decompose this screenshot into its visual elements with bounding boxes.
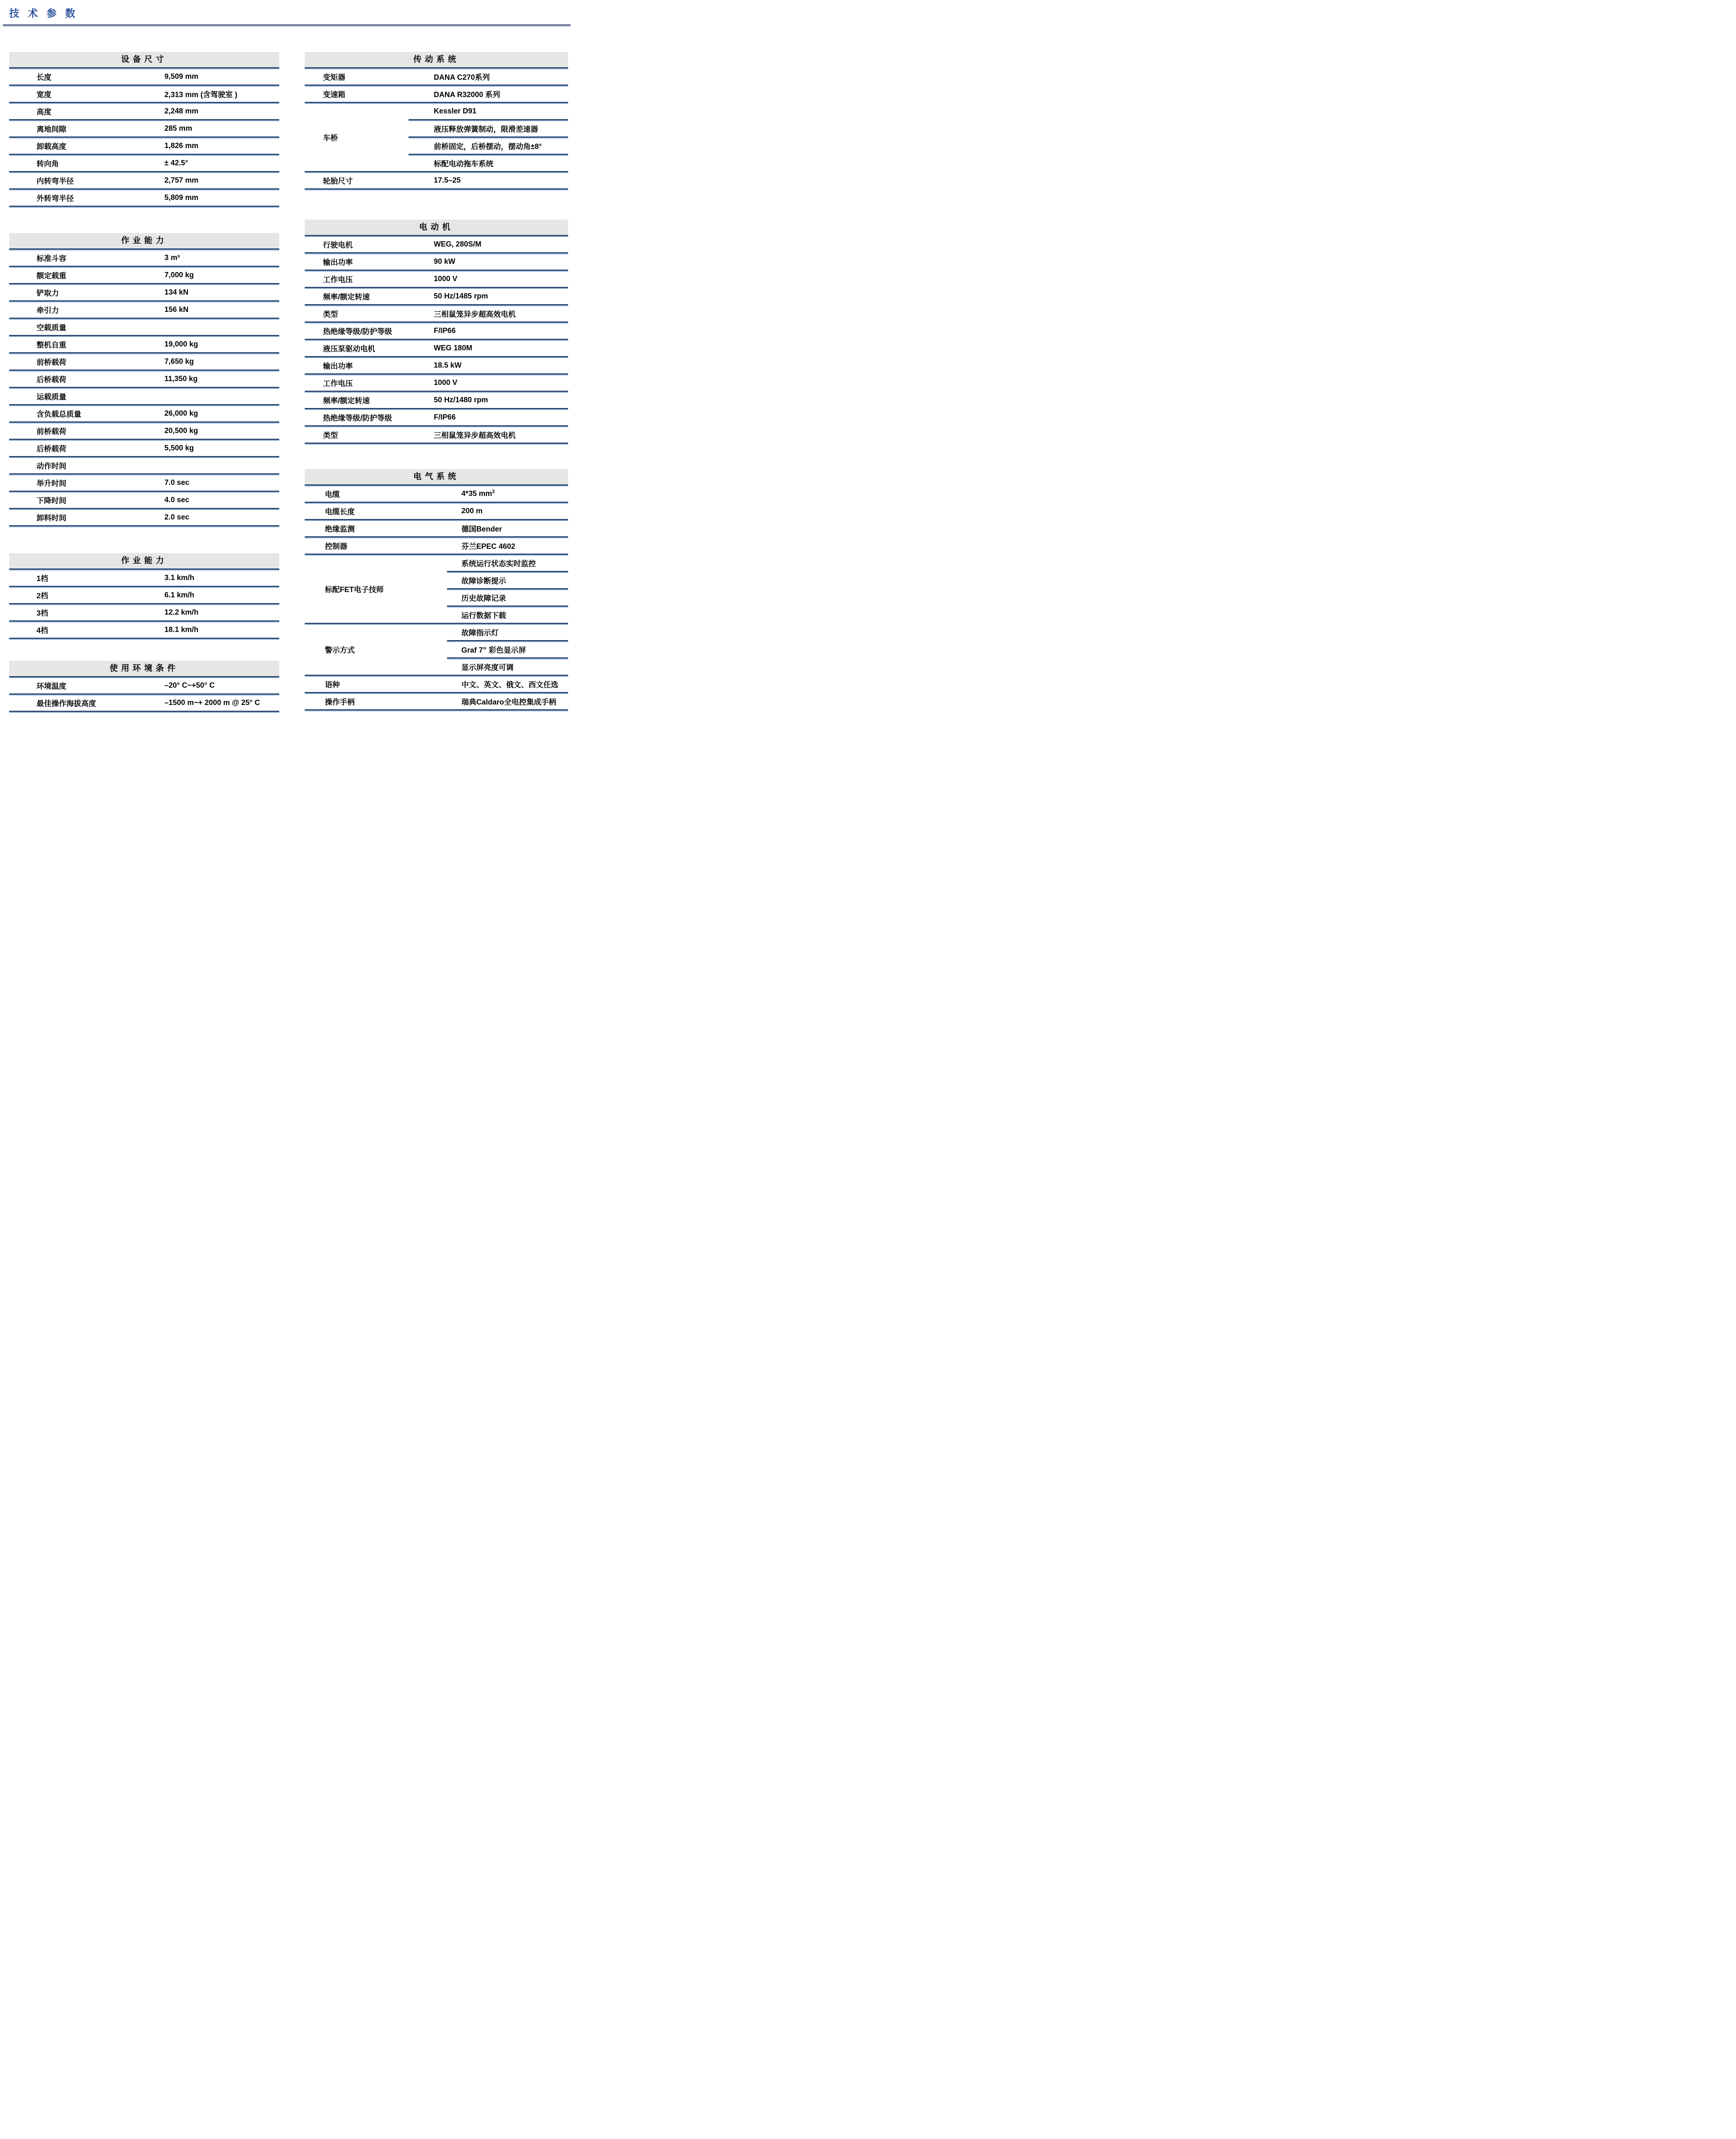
row-label: 长度 (37, 74, 52, 82)
row-label: 警示方式 (325, 646, 355, 655)
row-label: 运载质量 (37, 393, 67, 401)
row-label: 牵引力 (37, 307, 59, 315)
row-label: 1档 (37, 575, 49, 583)
sub-row-value: 标配电动拖车系统 (434, 160, 494, 168)
row-label: 前桥载荷 (37, 428, 67, 436)
table-row (9, 622, 279, 638)
row-value: 50 Hz/1480 rpm (434, 396, 488, 404)
row-label: 标配FET电子技师 (325, 586, 384, 594)
spec-table-motor (305, 220, 568, 445)
table-row (9, 190, 279, 206)
table-row-group (305, 556, 568, 623)
table-row (305, 323, 568, 339)
row-label: 铲取力 (37, 289, 59, 297)
table-row (9, 678, 279, 693)
row-label: 频率/额定转速 (323, 397, 370, 405)
sub-row-value: 历史故障记录 (461, 594, 506, 603)
row-label: 类型 (323, 310, 338, 319)
row-label: 轮胎尺寸 (323, 177, 353, 185)
table-row (305, 237, 568, 252)
row-label: 变矩器 (323, 74, 346, 82)
table-row (305, 538, 568, 554)
row-value: 156 kN (164, 306, 189, 314)
row-label: 最佳操作海拔高度 (37, 700, 97, 708)
row-value: 285 mm (164, 124, 192, 133)
table-row (9, 389, 279, 404)
row-divider (305, 709, 568, 711)
sub-row-value: 运行数据下载 (461, 612, 506, 620)
row-value: –20° C~+50° C (164, 681, 215, 690)
row-value: 19,000 kg (164, 340, 198, 348)
row-label: 频率/额定转速 (323, 293, 370, 301)
row-label: 高度 (37, 108, 52, 116)
row-value: 26,000 kg (164, 409, 198, 418)
table-row (9, 320, 279, 335)
sub-row-value: 前桥固定，后桥摆动，摆动角±8° (434, 143, 542, 151)
row-label: 离地间隙 (37, 125, 67, 134)
row-label: 空载质量 (37, 324, 67, 332)
table-row (9, 138, 279, 154)
row-label: 环境温度 (37, 682, 67, 691)
sub-row-value: 故障指示灯 (461, 629, 499, 637)
row-value: 1,826 mm (164, 142, 198, 150)
row-label: 前桥载荷 (37, 359, 67, 367)
sub-row-value: 液压释放弹簧制动，限滑差速器 (434, 125, 538, 134)
table-row (9, 588, 279, 603)
section-header: 作业能力 (9, 553, 279, 569)
table-row (9, 173, 279, 188)
row-label: 3档 (37, 609, 49, 618)
row-value: 瑞典Caldaro全电控集成手柄 (461, 698, 557, 706)
section-header: 传动系统 (305, 52, 568, 67)
row-value: 5,500 kg (164, 444, 194, 452)
row-value: 芬兰EPEC 4602 (461, 543, 516, 551)
table-row (9, 337, 279, 352)
row-label: 后桥载荷 (37, 445, 67, 453)
row-label: 绝缘监测 (325, 525, 355, 533)
table-row (9, 510, 279, 525)
row-divider (305, 443, 568, 445)
table-row (9, 406, 279, 421)
row-value: F/IP66 (434, 327, 456, 335)
row-value: 4.0 sec (164, 496, 189, 504)
row-value: 三相鼠笼异步超高效电机 (434, 432, 516, 440)
section-header: 作业能力 (9, 233, 279, 248)
row-value: –1500 m~+ 2000 m @ 25° C (164, 699, 260, 707)
row-value: WEG, 280S/M (434, 240, 482, 248)
row-label: 电缆 (325, 491, 340, 499)
row-label: 4档 (37, 627, 49, 635)
section-header: 电气系统 (305, 469, 568, 484)
row-divider (9, 711, 279, 713)
row-value: 7.0 sec (164, 479, 189, 487)
row-value: 三相鼠笼异步超高效电机 (434, 310, 516, 319)
row-value: 7,000 kg (164, 271, 194, 279)
table-row (9, 104, 279, 119)
row-label: 外转弯半径 (37, 195, 74, 203)
row-label: 卸载高度 (37, 143, 67, 151)
row-value: 17.5–25 (434, 176, 461, 185)
row-label: 操作手柄 (325, 698, 355, 706)
row-value: 6.1 km/h (164, 591, 195, 599)
row-label: 电缆长度 (325, 508, 355, 516)
row-value: 3.1 km/h (164, 574, 195, 582)
table-row (9, 423, 279, 439)
row-value: 1000 V (434, 379, 458, 387)
row-label: 工作电压 (323, 380, 353, 388)
row-value: 2,757 mm (164, 176, 198, 185)
table-row (305, 306, 568, 321)
table-row (305, 504, 568, 519)
table-row (305, 69, 568, 85)
table-row (305, 254, 568, 270)
row-value: 90 kW (434, 258, 456, 266)
row-label: 热绝缘等级/防护等级 (323, 328, 392, 336)
row-label: 类型 (323, 432, 338, 440)
row-label: 热绝缘等级/防护等级 (323, 414, 392, 422)
row-value: F/IP66 (434, 413, 456, 421)
row-value: 18.1 km/h (164, 626, 198, 634)
spec-table-dimensions (9, 52, 279, 208)
sub-rows (409, 104, 568, 171)
row-divider (9, 206, 279, 208)
table-row-group (305, 104, 568, 171)
table-row (305, 694, 568, 709)
row-value: DANA R32000 系列 (434, 91, 500, 99)
row-label: 2档 (37, 592, 49, 600)
table-row (9, 493, 279, 508)
table-row (305, 87, 568, 102)
row-label: 含负载总质量 (37, 410, 82, 419)
row-value: 7,650 kg (164, 358, 194, 366)
row-value: 4*35 $mm^2$ (461, 489, 495, 498)
row-value: 5,809 mm (164, 194, 198, 202)
sub-rows (447, 556, 568, 623)
row-label: 变速箱 (323, 91, 346, 99)
table-row (9, 121, 279, 136)
table-row (305, 375, 568, 391)
row-value: DANA C270系列 (434, 74, 490, 82)
table-row (305, 289, 568, 304)
row-value: 20,500 kg (164, 427, 198, 435)
sub-row-value: 故障诊断提示 (461, 577, 506, 585)
row-label: 行驶电机 (323, 241, 353, 249)
row-value: 200 m (461, 507, 483, 515)
row-value: WEG 180M (434, 344, 472, 352)
title-rule (3, 25, 570, 27)
row-label: 额定载重 (37, 272, 67, 280)
row-value: 德国Bender (461, 525, 502, 533)
sub-row-value: Kessler D91 (434, 107, 477, 115)
table-row (305, 393, 568, 408)
row-label: 控制器 (325, 543, 347, 551)
sub-rows (447, 625, 568, 675)
row-value: 134 kN (164, 288, 189, 297)
table-row (305, 358, 568, 373)
row-divider (9, 525, 279, 527)
spec-table-electrical (305, 469, 568, 711)
section-header: 电动机 (305, 220, 568, 235)
row-label: 车桥 (323, 134, 338, 142)
row-label: 工作电压 (323, 276, 353, 284)
row-divider (305, 188, 568, 190)
row-label: 动作时间 (37, 462, 67, 470)
spec-sheet-page (0, 0, 579, 713)
row-label: 整机自重 (37, 341, 67, 349)
table-row (9, 475, 279, 491)
row-label: 下降时间 (37, 497, 67, 505)
table-row (9, 250, 279, 266)
table-row (9, 87, 279, 102)
table-row (305, 272, 568, 287)
table-row (9, 570, 279, 586)
row-value: 50 Hz/1485 rpm (434, 292, 488, 300)
row-divider (9, 638, 279, 640)
row-value: ± 42.5° (164, 159, 188, 167)
table-row (9, 285, 279, 300)
row-label: 语种 (325, 681, 340, 689)
table-row (305, 677, 568, 692)
right-column (305, 52, 568, 711)
left-column (9, 52, 279, 713)
row-value: 2,248 mm (164, 107, 198, 115)
row-value: 11,350 kg (164, 375, 198, 383)
row-label: 后桥载荷 (37, 376, 67, 384)
row-value: 中文、英文、俄文、西文任选 (461, 681, 558, 689)
row-value: 12.2 km/h (164, 608, 198, 617)
table-row (9, 302, 279, 318)
section-header: 设备尺寸 (9, 52, 279, 67)
table-row (305, 427, 568, 443)
page-title: 技 术 参 数 (9, 8, 78, 19)
table-row (9, 695, 279, 711)
row-label: 标准斗容 (37, 255, 67, 263)
row-label: 卸料时间 (37, 514, 67, 522)
row-label: 输出功率 (323, 259, 353, 267)
row-label: 输出功率 (323, 362, 353, 371)
table-row (9, 441, 279, 456)
sub-row-value: 系统运行状态实时监控 (461, 560, 536, 568)
row-label: 液压泵驱动电机 (323, 345, 375, 353)
table-row (305, 173, 568, 188)
table-row-group (305, 625, 568, 675)
row-value: 3 m³ (164, 254, 180, 262)
table-row (9, 268, 279, 283)
table-row (9, 371, 279, 387)
spec-table-transmission (305, 52, 568, 190)
table-row (9, 354, 279, 370)
row-label: 转向角 (37, 160, 59, 168)
spec-table-capacity2 (9, 553, 279, 640)
row-label: 举升时间 (37, 480, 67, 488)
row-label: 内转弯半径 (37, 177, 74, 185)
table-row (9, 458, 279, 473)
spec-table-environment (9, 661, 279, 713)
table-row (9, 605, 279, 620)
table-row (305, 521, 568, 536)
sub-row-value: 显示屏亮度可调 (461, 664, 514, 672)
table-row (9, 156, 279, 171)
table-row (305, 341, 568, 356)
section-header: 使用环境条件 (9, 661, 279, 676)
row-value: 2,313 mm (含驾驶室 ) (164, 91, 237, 99)
table-row (305, 410, 568, 425)
sub-row-value: Graf 7” 彩色显示屏 (461, 646, 526, 655)
row-value: 2.0 sec (164, 513, 189, 521)
row-value: 18.5 kW (434, 361, 462, 370)
table-row (9, 69, 279, 85)
row-label: 宽度 (37, 91, 52, 99)
table-row (305, 486, 568, 502)
row-value: 9,509 mm (164, 73, 198, 81)
spec-table-capacity1 (9, 233, 279, 527)
row-value: 1000 V (434, 275, 458, 283)
